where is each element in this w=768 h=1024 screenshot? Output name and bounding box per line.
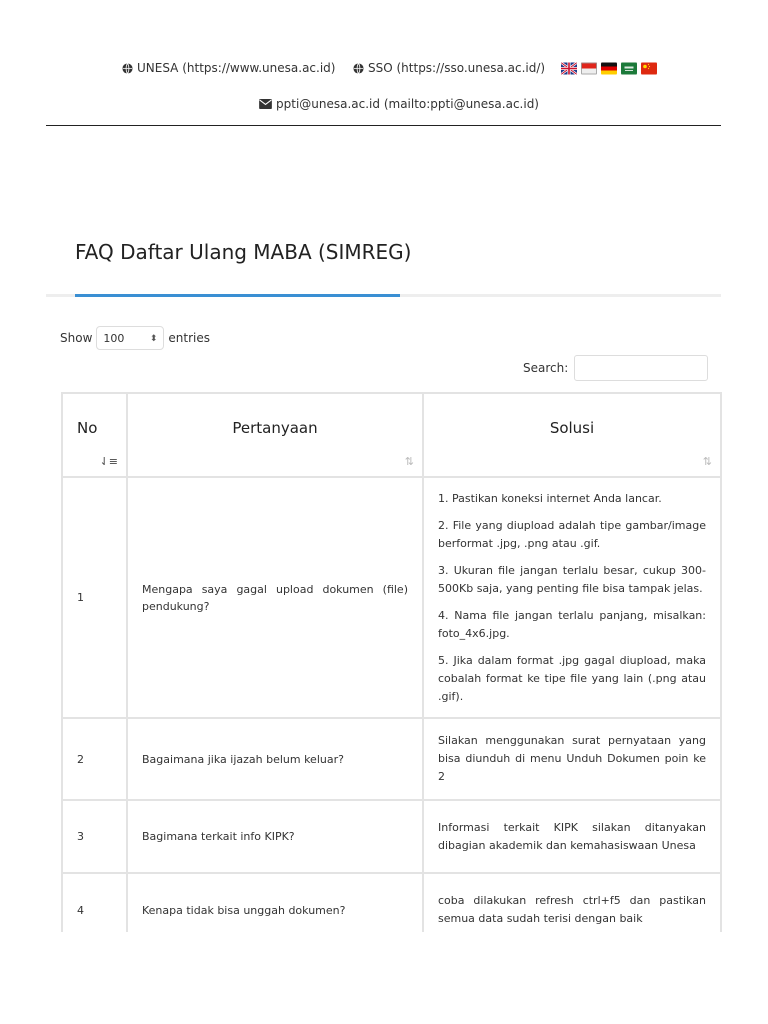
column-header-pertanyaan[interactable] [127, 393, 423, 477]
entries-select[interactable] [96, 326, 164, 350]
indonesia-flag-icon[interactable] [581, 62, 597, 75]
row-question: Bagaimana jika ijazah belum keluar? [127, 718, 423, 800]
sort-icon: ⇅ [702, 455, 712, 468]
faq-table [61, 392, 722, 948]
solution-line: 5. Jika dalam format .jpg gagal diupload, maka cobalah format ke tipe file yang lain (.png atau .gif). [438, 653, 706, 703]
entries-select-value: 100 [103, 332, 125, 345]
china-flag-icon[interactable] [641, 62, 657, 75]
column-header-no[interactable] [62, 393, 127, 477]
uk-flag-icon[interactable] [561, 62, 577, 75]
solution-line: 3. Ukuran file jangan terlalu besar, cukup 300-500Kb saja, yang penting file bisa tampak jelas. [438, 563, 706, 595]
sort-asc-icon: ⇃≡ [99, 455, 118, 468]
email-link[interactable] [259, 97, 539, 111]
show-label: Show [60, 331, 93, 345]
row-solution [423, 800, 721, 873]
sso-link[interactable] [353, 61, 545, 75]
solution-line: 2. File yang diupload adalah tipe gambar/image berformat .jpg, .png atau .gif. [438, 518, 706, 550]
row-question: Mengapa saya gagal upload dokumen (file) pendukung? [127, 477, 423, 718]
email-link-label: ppti@unesa.ac.id (mailto:ppti@unesa.ac.id) [276, 97, 539, 111]
germany-flag-icon[interactable] [601, 62, 617, 75]
solution-line: Silakan menggunakan surat pernyataan yang bisa diunduh di menu Unduh Dokumen poin ke 2 [438, 734, 706, 783]
page-cutoff [0, 932, 768, 1024]
column-header-solusi[interactable] [423, 393, 721, 477]
sso-link-label: SSO (https://sso.unesa.ac.id/) [368, 61, 546, 75]
row-solution [423, 718, 721, 800]
header-divider [46, 125, 721, 126]
column-header-label: No [77, 419, 98, 437]
search-label: Search: [523, 361, 569, 375]
row-solution [423, 477, 721, 718]
language-flags [561, 62, 657, 75]
search-control [523, 355, 708, 381]
table-row [62, 800, 721, 873]
table-row [62, 718, 721, 800]
row-number: 1 [62, 477, 127, 718]
saudi-flag-icon[interactable] [621, 62, 637, 75]
column-header-label: Solusi [549, 419, 595, 437]
entries-label: entries [168, 331, 210, 345]
column-header-label: Pertanyaan [232, 419, 318, 437]
unesa-link-label: UNESA (https://www.unesa.ac.id) [137, 61, 336, 75]
row-number: 4 [62, 873, 127, 947]
solution-line: Informasi terkait KIPK silakan ditanyakan dibagian akademik dan kemahasiswaan Unesa [438, 820, 706, 852]
page-title: FAQ Daftar Ulang MABA (SIMREG) [75, 240, 412, 264]
search-input[interactable] [574, 355, 708, 381]
chevron-updown-icon: ⬍ [149, 334, 158, 344]
row-number: 2 [62, 718, 127, 800]
solution-line: 1. Pastikan koneksi internet Anda lancar. [438, 491, 662, 505]
envelope-icon [259, 99, 272, 109]
row-number: 3 [62, 800, 127, 873]
row-question: Kenapa tidak bisa unggah dokumen? [127, 873, 423, 947]
solution-line: coba dilakukan refresh ctrl+f5 dan pastikan semua data sudah terisi dengan baik [438, 894, 706, 925]
row-question: Bagimana terkait info KIPK? [127, 800, 423, 873]
globe-icon [353, 63, 364, 74]
globe-icon [122, 63, 133, 74]
sort-icon: ⇅ [404, 455, 414, 468]
entries-length-control [60, 326, 210, 350]
table-header-row [62, 393, 721, 477]
unesa-link[interactable] [122, 61, 335, 75]
title-underline-accent [75, 294, 400, 297]
solution-line: 4. Nama file jangan terlalu panjang, misalkan: foto_4x6.jpg. [438, 608, 706, 640]
table-row [62, 477, 721, 718]
